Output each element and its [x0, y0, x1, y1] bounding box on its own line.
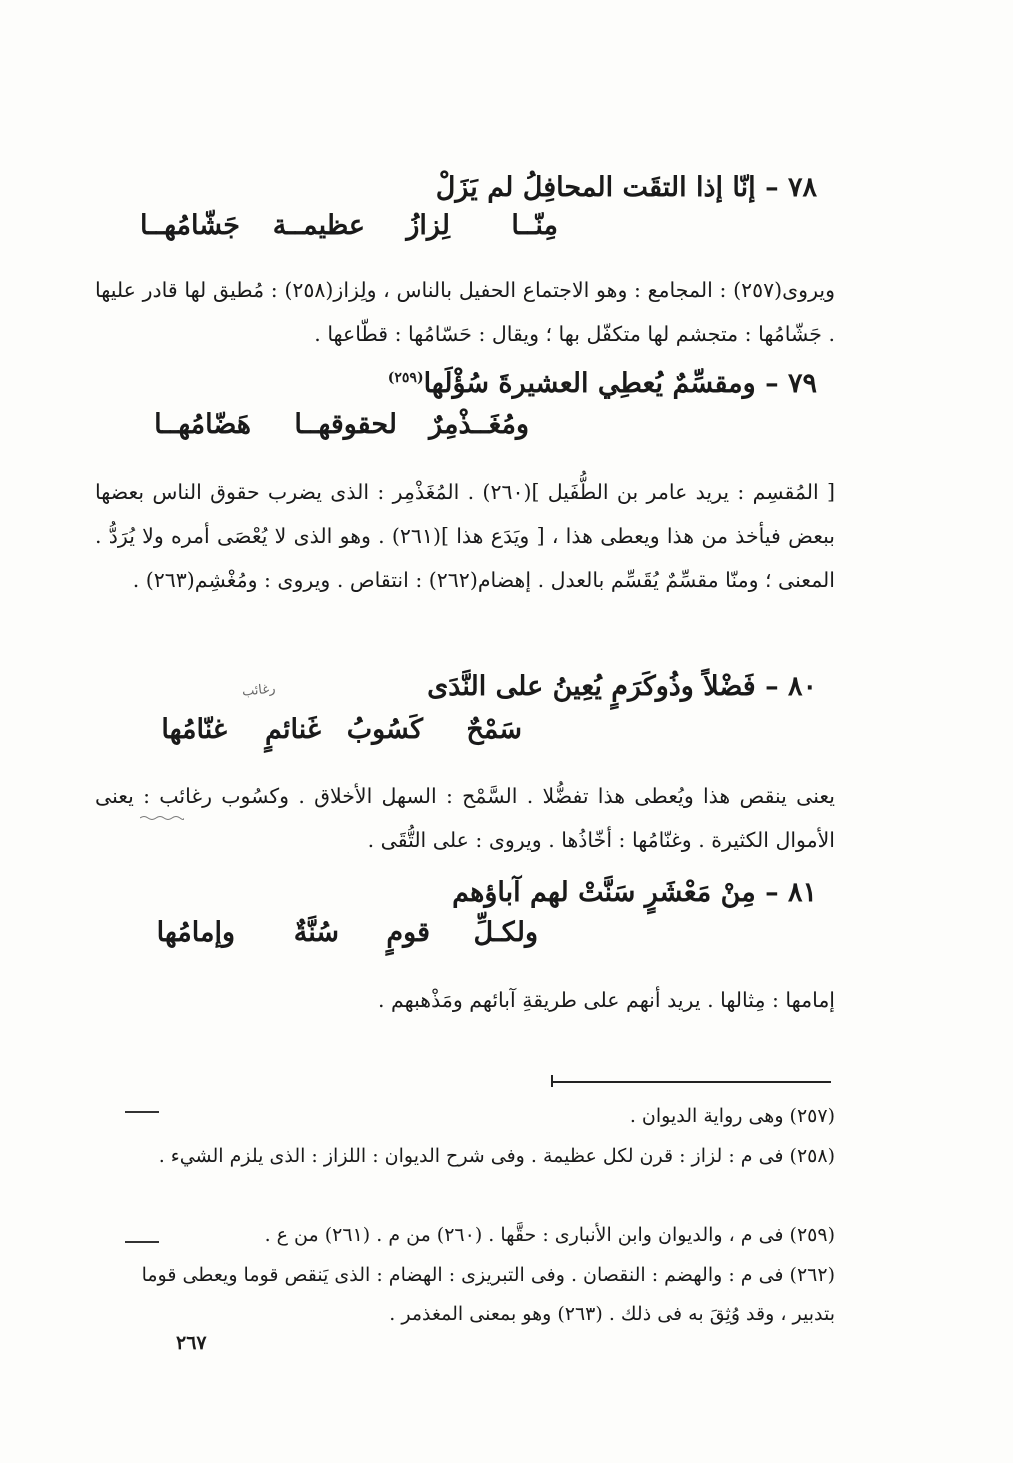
- footnote-257: (٢٥٧) وهى رواية الديوان .: [629, 1105, 835, 1127]
- verse-78-hemi-1: مِنّــا: [511, 210, 558, 241]
- verse-80-number: ٨٠ –: [765, 671, 817, 702]
- verse-81-hemi-3: سُنَّةٌ: [293, 917, 339, 948]
- verse-78-number: ٧٨ –: [765, 172, 817, 203]
- verse-80-hemi-3: غَنائمٍ: [265, 714, 321, 745]
- verse-80-line1: [427, 671, 817, 702]
- commentary-81: إمامها : مِثالها . يريد أنهم على طريقةِ آبائهم ومَذْهبهم .: [377, 988, 835, 1012]
- margin-dash-2: [125, 1241, 159, 1243]
- verse-78-hemi-2: لِزازُ: [406, 210, 450, 241]
- verse-81-hemi-2: قومٍ: [386, 917, 430, 948]
- verse-79-line1: [388, 368, 817, 399]
- verse-78-hemi-3: عظيمــة: [272, 210, 365, 241]
- verse-81-hemi-1: ولكـلِّ: [473, 917, 538, 948]
- verse-78-text: إنّا إذا التقَت المحافِلُ لم يَزَلْ: [435, 172, 756, 203]
- verse-79-note-ref: (٢٥٩): [387, 370, 424, 386]
- verse-79-hemi-3: هَضّامُهــا: [154, 409, 251, 440]
- underline-squiggle: [140, 815, 184, 821]
- verse-78-line1: [436, 172, 817, 203]
- verse-79-number: ٧٩ –: [765, 368, 817, 399]
- verse-79-hemi-2: لحقوقهــا: [294, 409, 397, 440]
- footnote-rule-tick: [551, 1075, 553, 1087]
- verse-79-text: ومقسِّمٌ يُعطِي العشيرةَ سُؤْلَها: [423, 368, 756, 399]
- verse-80-text: فَضْلاً وذُوكَرَمٍ يُعِينُ على النَّدَى: [427, 671, 756, 702]
- verse-79-hemi-1: ومُغَــذْمِرٌ: [429, 409, 529, 440]
- footnote-rule: [553, 1081, 831, 1083]
- commentary-80: يعنى ينقص هذا ويُعطى هذا تفضُّلا . السَّمْح : السهل الأخلاق . وكسُوب رغائب : يعنى الأموال الكثيرة . وغنّامُها : أخّاذُها . ويروى : على التُّقَى .: [95, 784, 835, 852]
- margin-note: رغائب: [241, 681, 277, 700]
- footnote-258: (٢٥٨) فى م : لزاز : قرن لكل عظيمة . وفى شرح الديوان : اللزاز : الذى يلزم الشيء .: [158, 1145, 835, 1167]
- verse-81-hemi-4: وإمامُها: [156, 917, 235, 948]
- verse-78-hemi-4: جَشّامُهــا: [140, 210, 240, 241]
- margin-dash-1: [125, 1111, 159, 1113]
- verse-80-hemi-2: كَسُوبُ: [346, 714, 423, 745]
- commentary-78: ويروى(٢٥٧) : المجامع : وهو الاجتماع الحفيل بالناس ، ولِزاز(٢٥٨) : مُطيق لها قادر عليها . جَشّامُها : متجشم لها متكفّل بها ؛ ويقال : حَسّامُها : قطّاعها .: [95, 278, 835, 346]
- footnote-259-261: (٢٥٩) فى م ، والديوان وابن الأنبارى : حقَّها . (٢٦٠) من م . (٢٦١) من ع .: [264, 1224, 835, 1246]
- verse-81-line1: [452, 877, 817, 908]
- verse-80-hemi-4: غنّامُها: [161, 714, 227, 745]
- footnote-262-263: (٢٦٢) فى م : والهضم : النقصان . وفى التبريزى : الهضام : الذى يَنقص قوما ويعطى قوما بتدبير ، وقد وُثِقَ به فى ذلك . (٢٦٣) وهو بمعنى المغذمر .: [141, 1264, 835, 1325]
- verse-81-number: ٨١ –: [765, 877, 817, 908]
- page-number: ٢٦٧: [176, 1332, 207, 1354]
- verse-81-text: مِنْ مَعْشَرٍ سَنَّتْ لهم آباؤهم: [452, 877, 756, 908]
- commentary-79: [ المُقسِم : يريد عامر بن الطُّفَيل ](٢٦٠) . المُغَذْمِر : الذى يضرب حقوق الناس بعضها ببعض فيأخذ من هذا ويعطى هذا ، [ ويَدَع هذا ](٢٦١) . وهو الذى لا يُعْصَى أمره ولا يُرَدُّ . المعنى ؛ ومنّا مقسِّمٌ يُقَسِّم بالعدل . إهضام(٢٦٢) : انتقاص . ويروى : ومُغْشِم(٢٦٣) .: [95, 480, 836, 592]
- verse-80-hemi-1: سَمْحٌ: [466, 714, 522, 745]
